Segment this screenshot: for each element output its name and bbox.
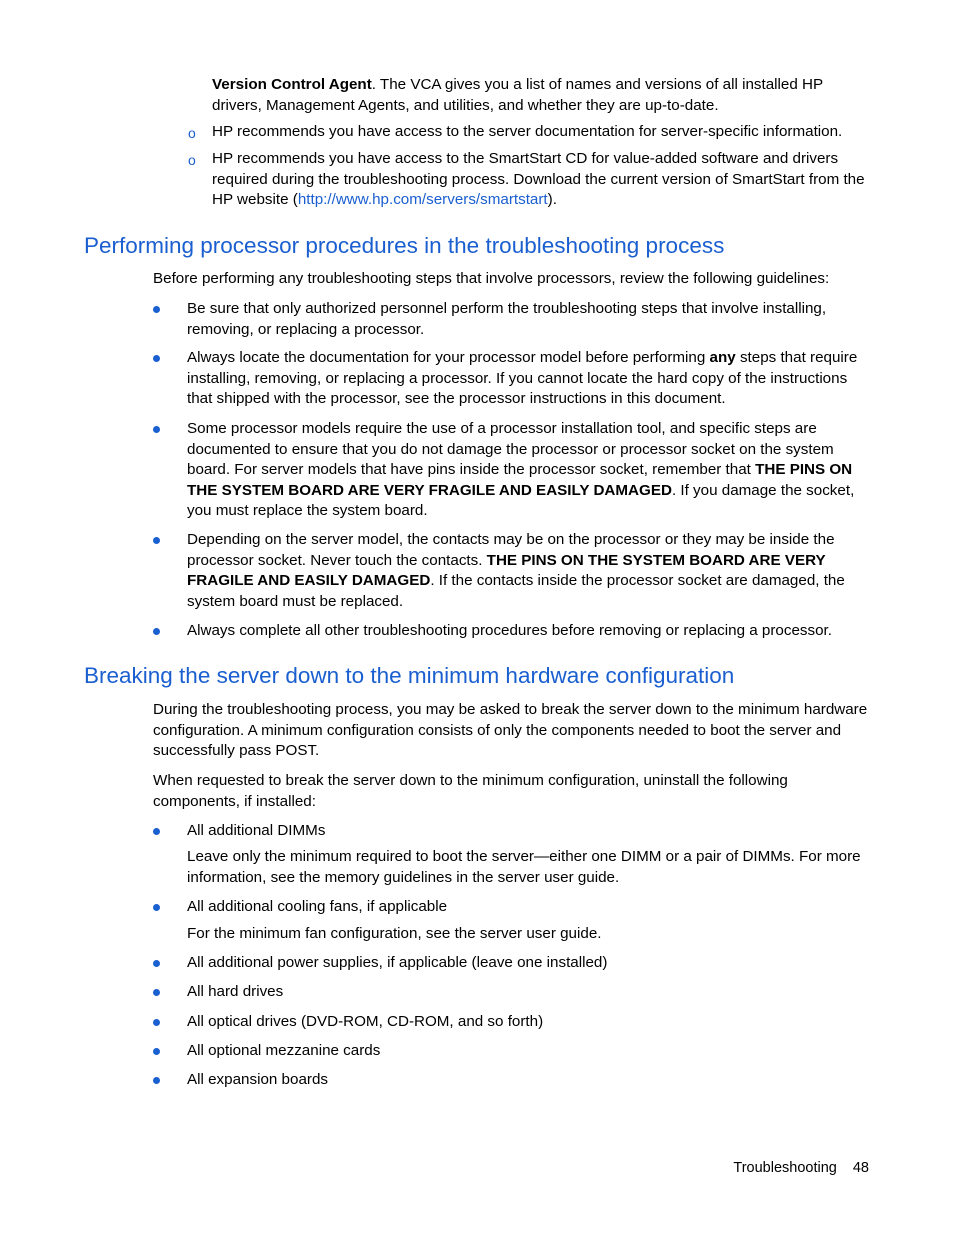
sub-item-docs [212,122,872,143]
smartstart-link[interactable]: http://www.hp.com/servers/smartstart [297,191,548,209]
list-item: Some processor models require the use of a processor installation tool, and specific steps are documented to ensure that you do not damage the processor or processor socket on the system board. For server models that have pins inside the processor socket, remember that THE PINS ON THE SYSTEM BOARD ARE VERY FRAGILE AND EASILY DAMAGED. If you damage the socket, you must replace the system board. [187,420,855,520]
sub-bullet-icon: o [188,125,196,141]
section1-intro: Before performing any troubleshooting steps that involve processors, review the following guidelines: [153,270,830,287]
bullet-icon [153,1019,160,1026]
vca-description: . The VCA gives you a list of names and versions of all installed HP drivers, Management Agents, and utilities, and whether they are up-to-date. [212,76,823,114]
list-item: Always complete all other troubleshooting procedures before removing or replacing a processor. [187,622,832,639]
list-item: Be sure that only authorized personnel perform the troubleshooting steps that involve installing, removing, or replacing a processor. [187,300,827,338]
list-item: All optional mezzanine cards [187,1042,381,1059]
sub-item-docs-text: HP recommends you have access to the server documentation for server-specific information. [212,123,843,140]
bullet-icon [153,426,160,433]
sub-bullet-icon: o [188,152,196,168]
vca-paragraph [212,75,872,116]
list-item: All expansion boards [187,1071,328,1088]
section2-para1: During the troubleshooting process, you may be asked to break the server down to the minimum hardware configuration. A minimum configuration consists of only the components needed to boot the server and successfully pass POST. [153,701,868,760]
list-item: All additional power supplies, if applicable (leave one installed) [187,954,608,971]
vca-term: Version Control Agent [212,76,372,93]
list-item: Depending on the server model, the contacts may be on the processor or they may be inside the processor socket. Never touch the contacts. THE PINS ON THE SYSTEM BOARD ARE VERY FRAGILE AND EASILY DAMAGED. If the contacts inside the processor socket are damaged, the system board must be replaced. [187,531,845,610]
page-number: 48 [852,1160,869,1176]
list-item: All additional cooling fans, if applicable [187,898,448,915]
section-heading-min-config: Breaking the server down to the minimum hardware configuration [84,663,735,688]
bullet-icon [153,628,160,635]
bullet-icon [153,306,160,313]
section2-para2: When requested to break the server down to the minimum configuration, uninstall the following components, if installed: [153,772,788,810]
bullet-icon [153,904,160,911]
list-item-note: For the minimum fan configuration, see the server user guide. [187,925,602,942]
smartstart-text-end: ). [547,191,557,209]
bullet-icon [153,1077,160,1084]
smartstart-text: HP recommends you have access to the SmartStart CD for value-added software and drivers required during the troubleshooting process. Download the current version of SmartStart from the HP website ( [212,150,865,209]
list-item: All hard drives [187,983,284,1000]
bullet-icon [153,828,160,835]
bullet-icon [153,960,160,967]
section-heading-processor: Performing processor procedures in the troubleshooting process [84,233,725,258]
bullet-icon [153,1048,160,1055]
list-item: Always locate the documentation for your processor model before performing any steps that require installing, removing, or replacing a processor. If you cannot locate the hard copy of the instructions that shipped with the processor, see the processor instructions in this document. [187,349,858,408]
list-item-note: Leave only the minimum required to boot the server—either one DIMM or a pair of DIMMs. For more information, see the memory guidelines in the server user guide. [187,848,861,886]
page-footer [733,1158,869,1179]
sub-item-smartstart [212,149,872,211]
list-item: All optical drives (DVD-ROM, CD-ROM, and so forth) [187,1013,544,1030]
list-item: All additional DIMMs [187,822,326,839]
bullet-icon [153,355,160,362]
footer-section: Troubleshooting [733,1160,837,1176]
bullet-icon [153,989,160,996]
bullet-icon [153,537,160,544]
